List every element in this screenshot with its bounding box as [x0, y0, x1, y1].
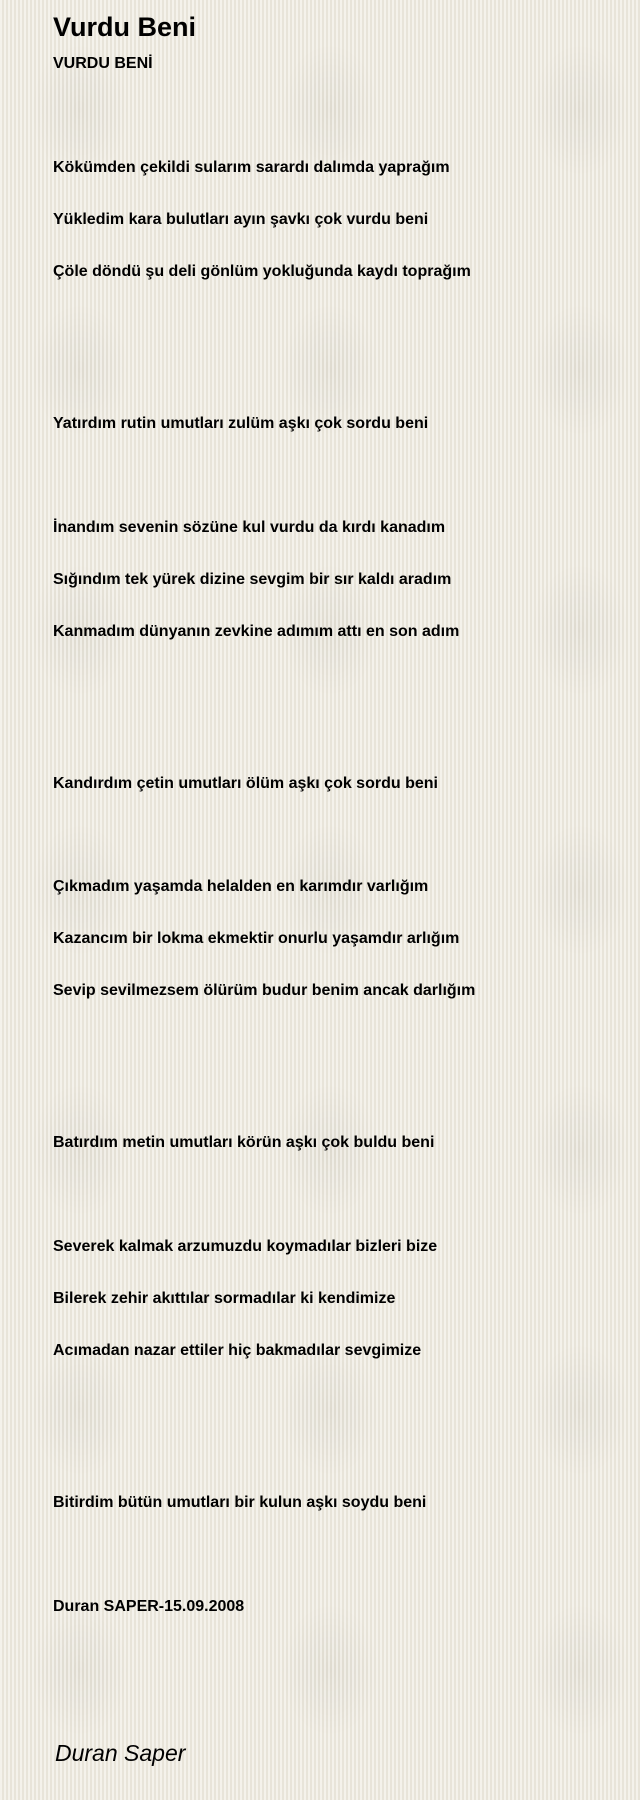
- poem-line: Sığındım tek yürek dizine sevgim bir sır kaldı aradım: [53, 571, 452, 588]
- poem-line: Çöle döndü şu deli gönlüm yokluğunda kaydı toprağım: [53, 263, 471, 280]
- poem-line: Kökümden çekildi sularım sarardı dalımda yaprağım: [53, 159, 450, 176]
- poem-line: Kazancım bir lokma ekmektir onurlu yaşamdır arlığım: [53, 930, 460, 947]
- poem-line: Sevip sevilmezsem ölürüm budur benim ancak darlığım: [53, 982, 476, 999]
- author-signature: Duran Saper: [55, 1740, 186, 1766]
- poem-line: Kanmadım dünyanın zevkine adımım attı en son adım: [53, 623, 460, 640]
- poem-line: Çıkmadım yaşamda helalden en karımdır varlığım: [53, 878, 429, 895]
- poem-line: Acımadan nazar ettiler hiç bakmadılar sevgimize: [53, 1342, 422, 1359]
- poem-line: Yükledim kara bulutları ayın şavkı çok vurdu beni: [53, 211, 429, 228]
- poem-line: Yatırdım rutin umutları zulüm aşkı çok sordu beni: [53, 415, 429, 432]
- poem-subtitle: VURDU BENİ: [53, 55, 153, 72]
- poem-line: Kandırdım çetin umutları ölüm aşkı çok sordu beni: [53, 775, 438, 792]
- poem-line: Bitirdim bütün umutları bir kulun aşkı soydu beni: [53, 1494, 427, 1511]
- poem-line: Bilerek zehir akıttılar sormadılar ki kendimize: [53, 1290, 396, 1307]
- poem-line: Batırdım metin umutları körün aşkı çok buldu beni: [53, 1134, 435, 1151]
- poem-page: [53, 0, 623, 1800]
- poem-title: Vurdu Beni: [53, 12, 197, 42]
- poem-line: İnandım sevenin sözüne kul vurdu da kırdı kanadım: [53, 519, 446, 536]
- poem-date-line: Duran SAPER-15.09.2008: [53, 1598, 245, 1615]
- poem-line: Severek kalmak arzumuzdu koymadılar bizleri bize: [53, 1238, 438, 1255]
